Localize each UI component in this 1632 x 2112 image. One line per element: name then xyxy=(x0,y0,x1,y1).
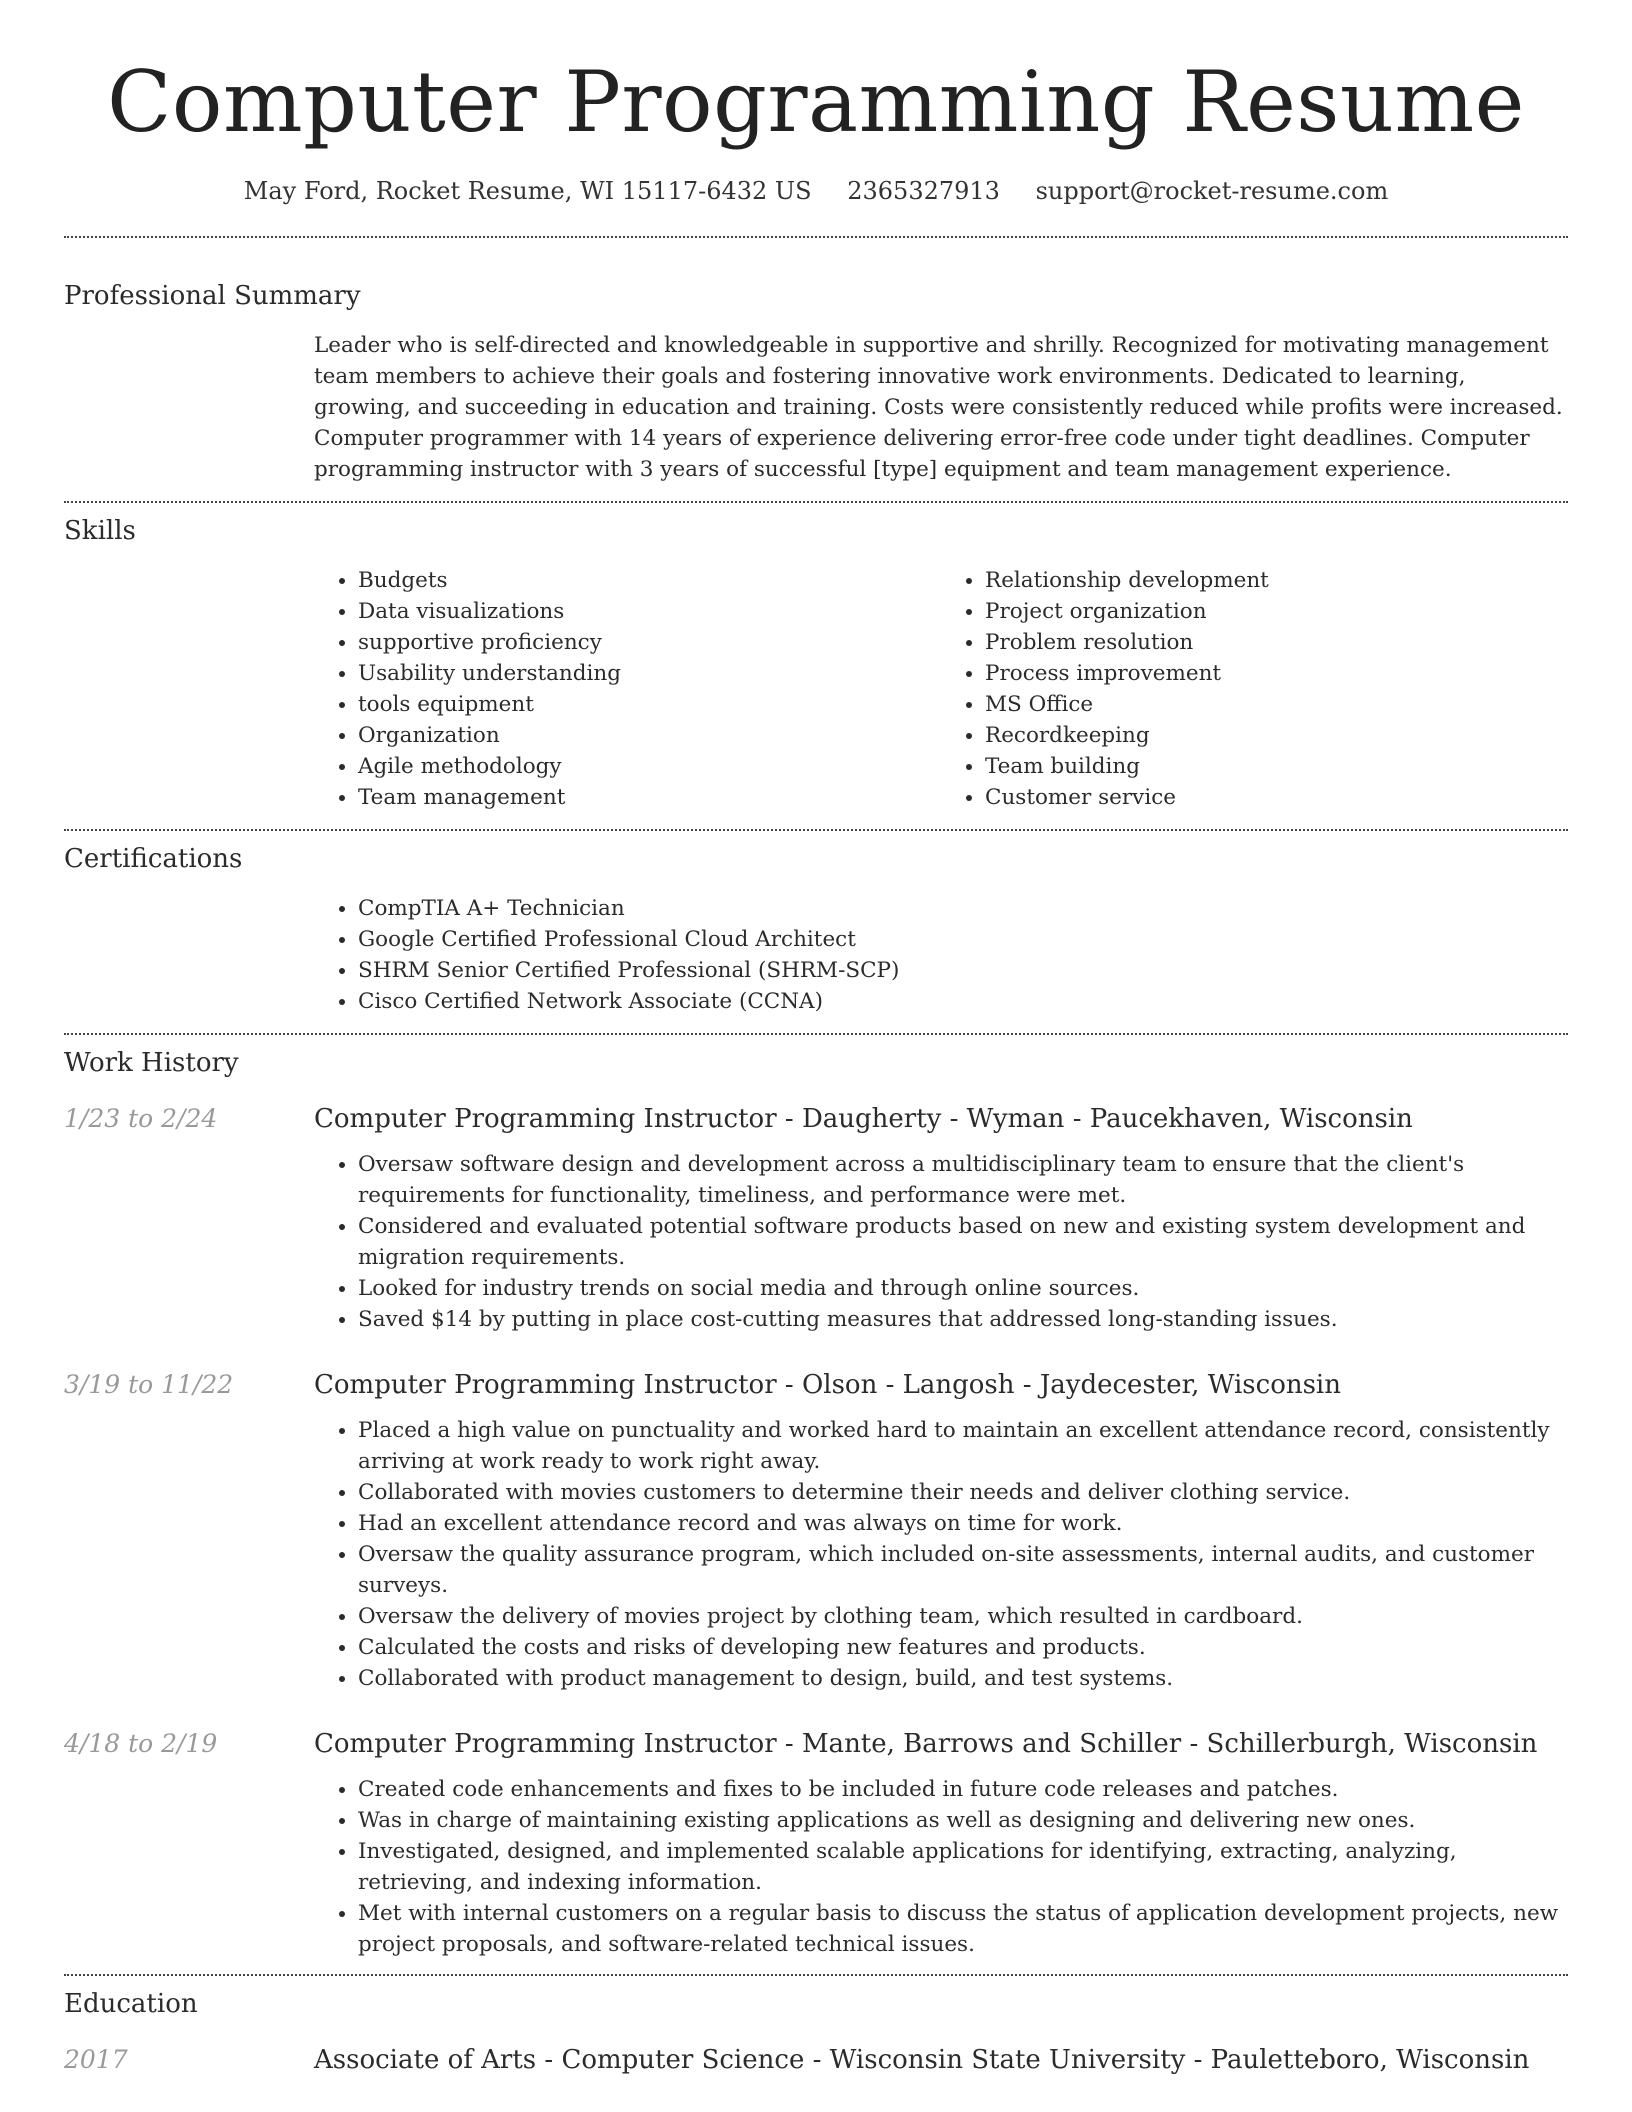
list-item: • Looked for industry trends on social media and through online sources. xyxy=(358,1273,1568,1304)
divider xyxy=(64,1033,1568,1035)
divider xyxy=(64,501,1568,503)
list-item: • Met with internal customers on a regular basis to discuss the status of application development projects, new project proposals, and software-related technical issues. xyxy=(358,1898,1568,1960)
job-heading xyxy=(314,1101,1568,1137)
list-item: • Agile methodology xyxy=(358,751,941,782)
list-item: • Team management xyxy=(358,782,941,813)
contact-phone: 2365327913 xyxy=(847,177,1000,205)
skills-list-right xyxy=(941,565,1568,813)
list-item: • tools equipment xyxy=(358,689,941,720)
education-degree: Associate of Arts - Computer Science - Wisconsin State University - Pauletteboro, Wisconsin xyxy=(314,2045,1530,2075)
list-item: • Had an excellent attendance record and was always on time for work. xyxy=(358,1508,1568,1539)
divider xyxy=(64,1974,1568,1976)
job-date: 4/18 to 2/19 xyxy=(64,1729,218,1758)
contact-line xyxy=(64,174,1568,208)
job-bullets xyxy=(314,1149,1568,1335)
job-bullet-list xyxy=(314,1149,1568,1335)
contact-email: support@rocket-resume.com xyxy=(1035,177,1389,205)
list-item: • Relationship development xyxy=(985,565,1568,596)
list-item: • Considered and evaluated potential software products based on new and existing system development and migration requirements. xyxy=(358,1211,1568,1273)
education-section xyxy=(64,1986,1568,2078)
list-item: • Created code enhancements and fixes to be included in future code releases and patches. xyxy=(358,1774,1568,1805)
list-item: • Saved $14 by putting in place cost-cutting measures that addressed long-standing issues. xyxy=(358,1304,1568,1335)
page-title: Computer Programming Resume xyxy=(107,53,1525,151)
list-item: • Collaborated with product management to design, build, and test systems. xyxy=(358,1663,1568,1694)
skills-list-left xyxy=(314,565,941,813)
summary-heading: Professional Summary xyxy=(64,281,361,311)
certifications-list-wrap xyxy=(314,893,1568,1017)
list-item: • CompTIA A+ Technician xyxy=(358,893,1568,924)
list-item: • Placed a high value on punctuality and worked hard to maintain an excellent attendance record, consistently arriving at work ready to work right away. xyxy=(358,1415,1568,1477)
education-date: 2017 xyxy=(64,2045,128,2074)
certifications-heading: Certifications xyxy=(64,844,243,874)
summary-section xyxy=(64,278,1568,485)
job-heading xyxy=(314,1726,1568,1762)
list-item: • Organization xyxy=(358,720,941,751)
list-item: • SHRM Senior Certified Professional (SHRM-SCP) xyxy=(358,955,1568,986)
list-item: • Team building xyxy=(985,751,1568,782)
job-company: - Daugherty - Wyman - Paucekhaven, Wisconsin xyxy=(776,1104,1413,1134)
skills-section xyxy=(64,513,1568,813)
list-item: • Oversaw software design and development across a multidisciplinary team to ensure that the client's requirements for functionality, timeliness, and performance were met. xyxy=(358,1149,1568,1211)
job-date: 1/23 to 2/24 xyxy=(64,1104,218,1133)
list-item: • Google Certified Professional Cloud Architect xyxy=(358,924,1568,955)
job-bullets xyxy=(314,1415,1568,1694)
education-entry xyxy=(64,2042,1568,2078)
summary-text: Leader who is self-directed and knowledgeable in supportive and shrilly. Recognized for motivating management team members to achieve their goals and fostering innovative work environments. Dedicated to learning, growing, and succeeding in education and training. Costs were consistently reduced while profits were increased. Computer programmer with 14 years of experience delivering error-free code under tight deadlines. Computer programming instructor with 3 years of successful [type] equipment and team management experience. xyxy=(314,333,1563,482)
certifications-list xyxy=(314,893,1568,1017)
job-date: 3/19 to 11/22 xyxy=(64,1370,234,1399)
divider xyxy=(64,236,1568,238)
list-item: • Calculated the costs and risks of developing new features and products. xyxy=(358,1632,1568,1663)
job-title: Computer Programming Instructor xyxy=(314,1104,777,1134)
job-entry xyxy=(64,1367,1568,1694)
list-item: • Investigated, designed, and implemented scalable applications for identifying, extracting, analyzing, retrieving, and indexing information. xyxy=(358,1836,1568,1898)
job-entry xyxy=(64,1726,1568,1960)
job-bullet-list xyxy=(314,1415,1568,1694)
job-bullets xyxy=(314,1774,1568,1960)
list-item: • Was in charge of maintaining existing applications as well as designing and delivering new ones. xyxy=(358,1805,1568,1836)
list-item: • Customer service xyxy=(985,782,1568,813)
list-item: • Collaborated with movies customers to determine their needs and deliver clothing service. xyxy=(358,1477,1568,1508)
list-item: • Data visualizations xyxy=(358,596,941,627)
list-item: • Oversaw the delivery of movies project by clothing team, which resulted in cardboard. xyxy=(358,1601,1568,1632)
job-title: Computer Programming Instructor xyxy=(314,1370,777,1400)
job-company: - Mante, Barrows and Schiller - Schillerburgh, Wisconsin xyxy=(776,1729,1538,1759)
list-item: • Cisco Certified Network Associate (CCNA) xyxy=(358,986,1568,1017)
list-item: • supportive proficiency xyxy=(358,627,941,658)
job-company: - Olson - Langosh - Jaydecester, Wisconsin xyxy=(776,1370,1341,1400)
work-section xyxy=(64,1045,1568,1960)
skills-heading: Skills xyxy=(64,516,136,546)
job-title: Computer Programming Instructor xyxy=(314,1729,777,1759)
list-item: • Process improvement xyxy=(985,658,1568,689)
contact-address: May Ford, Rocket Resume, WI 15117-6432 US xyxy=(243,177,812,205)
job-heading xyxy=(314,1367,1568,1403)
list-item: • MS Office xyxy=(985,689,1568,720)
list-item: • Usability understanding xyxy=(358,658,941,689)
list-item: • Recordkeeping xyxy=(985,720,1568,751)
work-heading: Work History xyxy=(64,1048,239,1078)
job-bullet-list xyxy=(314,1774,1568,1960)
certifications-section xyxy=(64,841,1568,1017)
resume-page xyxy=(64,0,1568,2078)
skills-grid xyxy=(314,565,1568,813)
education-heading: Education xyxy=(64,1989,198,2019)
list-item: • Oversaw the quality assurance program, which included on-site assessments, internal audits, and customer surveys. xyxy=(358,1539,1568,1601)
list-item: • Budgets xyxy=(358,565,941,596)
list-item: • Project organization xyxy=(985,596,1568,627)
job-entry xyxy=(64,1101,1568,1335)
list-item: • Problem resolution xyxy=(985,627,1568,658)
divider xyxy=(64,829,1568,831)
